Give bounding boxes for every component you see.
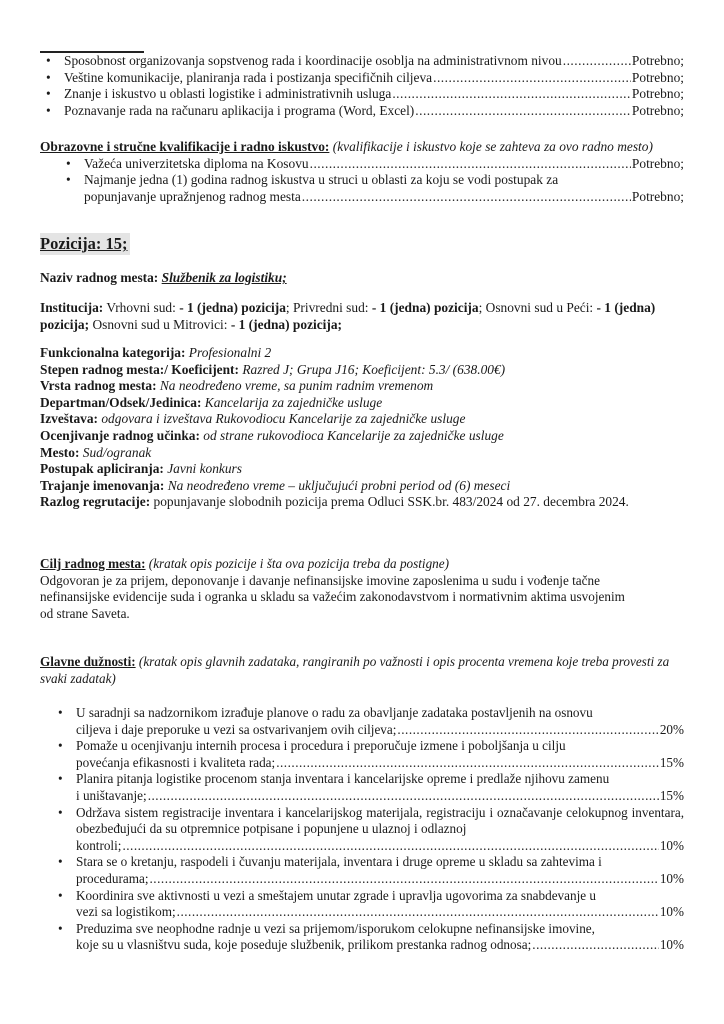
qualifications-list: [60, 156, 684, 206]
dot-leader: [433, 70, 631, 87]
list-item: • Važeća univerzitetska diploma na Kosovu ..... Potrebno;: [60, 156, 684, 173]
institution-line: Institucija: Vrhovni sud: - 1 (jedna) pozicija; Privredni sud: - 1 (jedna) pozicija; Osnovni sud u Peći: - 1 (jedna) pozicija; Osnovni sud u Mitrovici: - 1 (jedna) pozicija;: [40, 300, 656, 332]
position-number: Pozicija: 15;: [40, 234, 128, 253]
duty-percent: 10%: [659, 904, 684, 920]
qualifications-section: [40, 139, 684, 205]
duties-note: (kratak opis glavnih zadataka, rangiranih po važnosti i opis procenta vremena koje treba provesti za svaki zadatak): [40, 654, 670, 686]
list-item: • Najmanje jedna (1) godina radnog iskustva u struci u oblasti za koju se vodi postupak za popunjavanje upražnjenog radnog mesta ..... Potrebno;: [60, 172, 684, 205]
dot-leader: [177, 904, 659, 921]
position-title-label: Naziv radnog mesta:: [40, 270, 159, 285]
duty-item: • Stara se o kretanju, raspodeli i čuvanju materijala, inventara i druge opreme u skladu sa zahtevima i procedurama; ..... 10%: [52, 854, 684, 887]
dot-leader: [302, 189, 631, 206]
field-location: Mesto: Sud/ogranak: [40, 444, 152, 460]
duty-item: • Koordinira sve aktivnosti u vezi a smeštajem unutar zgrade i upravlja ugovorima za snabdevanje u vezi sa logistikom; ..... 10%: [52, 888, 684, 921]
goal-note: (kratak opis pozicije i šta ova pozicija treba da postigne): [145, 556, 450, 571]
field-application-procedure: Postupak apliciranja: Javni konkurs: [40, 461, 242, 477]
field-recruitment-reason: Razlog regrutacije: popunjavanje slobodnih pozicija prema Odluci SSK.br. 483/2024 od 27. decembra 2024.: [40, 494, 629, 510]
list-item: • Sposobnost organizovanja sopstvenog rada i koordinacije osoblja na administrativnom nivou ..... Potrebno;: [40, 53, 684, 70]
qualifications-note: (kvalifikacije i iskustvo koje se zahteva za ovo radno mesto): [332, 139, 653, 154]
duties-heading: Glavne dužnosti:: [40, 654, 136, 669]
list-item: • Poznavanje rada na računaru aplikacija i programa (Word, Excel) ..... Potrebno;: [40, 103, 684, 120]
dot-leader: [563, 53, 631, 70]
field-department: Departman/Odsek/Jedinica: Kancelarija za zajedničke usluge: [40, 394, 383, 410]
duty-percent: 15%: [659, 787, 684, 803]
dot-leader: [148, 788, 659, 805]
duty-percent: 10%: [659, 870, 684, 886]
duties-section: [52, 705, 684, 954]
duty-item: • Održava sistem registracije inventara i kancelarijskog materijala, registraciju i označavanje celokupnog inventara, obezbeđujući da su otpremnice potpisane i popunjene u ulaznoj i odlaznoj kontroli; ..... 10%: [52, 805, 684, 855]
skills-section: [40, 53, 684, 119]
field-reports-to: Izveštava: odgovara i izveštava Rukovodiocu Kancelarije za zajedničke usluge: [40, 411, 466, 427]
dot-leader: [310, 156, 631, 173]
dot-leader: [397, 722, 658, 739]
duty-percent: 10%: [659, 937, 684, 953]
field-grade-coefficient: Stepen radnog mesta:/ Koeficijent: Razred J; Grupa J16; Koeficijent: 5.3/ (638.00€): [40, 361, 506, 377]
skills-list: [40, 53, 684, 119]
duty-percent: 15%: [659, 754, 684, 770]
list-item: • Znanje i iskustvo u oblasti logistike i administrativnih usluga ..... Potrebno;: [40, 86, 684, 103]
field-position-type: Vrsta radnog mesta: Na neodređeno vreme, sa punim radnim vremenom: [40, 378, 434, 394]
dot-leader: [122, 838, 658, 855]
field-functional-category: Funkcionalna kategorija: Profesionalni 2: [40, 345, 272, 360]
field-performance-evaluation: Ocenjivanje radnog učinka: od strane rukovodioca Kancelarije za zajedničke usluge: [40, 427, 504, 443]
dot-leader: [392, 86, 631, 103]
position-title-line: [40, 270, 684, 287]
duty-item: • Preduzima sve neophodne radnje u vezi sa prijemom/isporukom celokupne nefinansijske imovine, koje su u vlasništvu suda, koje poseduje službenik, prilikom prestanka radnog odnosa; ..... 10%: [52, 921, 684, 954]
list-item: • Veštine komunikacije, planiranja rada i postizanja specifičnih ciljeva ..... Potrebno;: [40, 70, 684, 87]
position-section: [40, 236, 684, 254]
duty-item: • U saradnji sa nadzornikom izrađuje planove o radu za obavljanje zadataka postavljenih na osnovu ciljeva i daje preporuke u vezi sa ostvarivanjem ovih ciljeva; ..... 20%: [52, 705, 684, 738]
duties-heading-block: [40, 654, 684, 687]
dot-leader: [150, 871, 659, 888]
position-title-value: Službenik za logistiku;: [161, 270, 287, 285]
duty-item: • Planira pitanja logistike procenom stanja inventara i kancelarijske opreme i predlaže njihovu zamenu i uništavanje; ..... 15%: [52, 771, 684, 804]
dot-leader: [415, 103, 631, 120]
position-fields: [40, 345, 684, 511]
institution-label: Institucija:: [40, 300, 104, 315]
goal-section: [40, 556, 684, 622]
duties-list: [52, 705, 684, 954]
field-appointment-duration: Trajanje imenovanja: Na neodređeno vreme – uključujući probni period od (6) meseci: [40, 477, 511, 493]
dot-leader: [276, 755, 659, 772]
qualifications-heading: Obrazovne i stručne kvalifikacije i radno iskustvo:: [40, 139, 330, 154]
duties-heading-line: [40, 654, 684, 687]
goal-heading: Cilj radnog mesta:: [40, 556, 146, 571]
goal-text: Odgovoran je za prijem, deponovanje i davanje nefinansijske imovine zaposlenima u sudu i vođenje tačne nefinansijske evidencije suda i ogranka u skladu sa važećim zakonodavstvom i normativnim aktima usvojenim od strane Saveta.: [40, 572, 625, 621]
duty-percent: 10%: [659, 837, 684, 853]
duty-item: • Pomaže u ocenjivanju internih procesa i procedura i preporučuje izmene i poboljšanja u cilju povećanja efikasnosti i kvaliteta rada; ..... 15%: [52, 738, 684, 771]
dot-leader: [532, 937, 659, 954]
qualifications-heading-line: [40, 139, 684, 156]
goal-heading-line: [40, 556, 684, 573]
duty-percent: 20%: [659, 721, 684, 737]
